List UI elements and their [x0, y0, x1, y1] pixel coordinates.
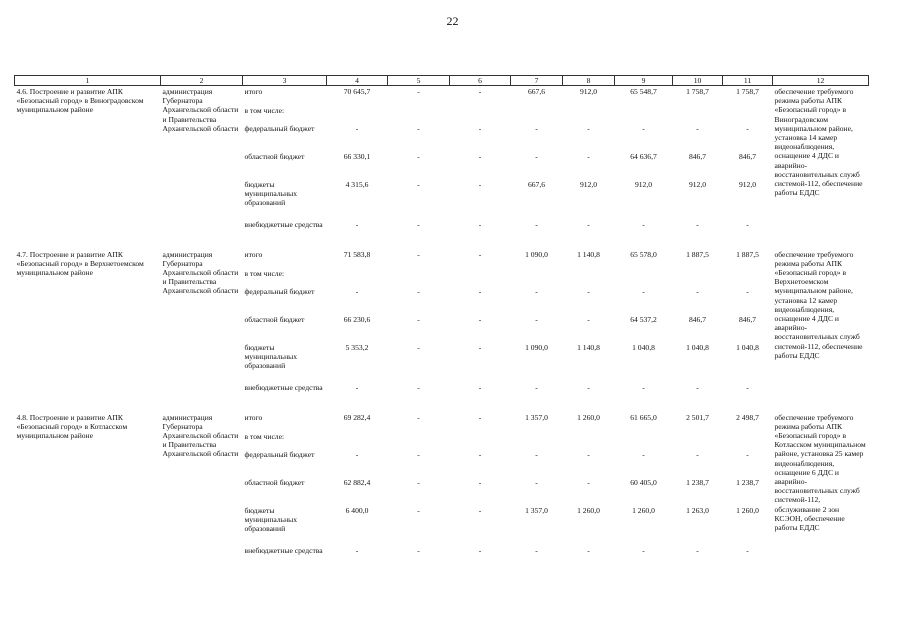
amount-cell: - [417, 477, 420, 487]
amount-cell: - [478, 505, 482, 515]
amount-cell: 1 357,0 [525, 412, 548, 422]
amount-cell [673, 268, 723, 286]
amount-cell [723, 268, 773, 286]
amount-cell: - [642, 545, 645, 555]
amount-cell: 65 548,7 [630, 87, 657, 96]
amount-cell [723, 105, 773, 123]
column-number-4: 4 [327, 76, 388, 86]
funding-source-label: федеральный бюджет [244, 123, 315, 133]
funding-source-label: областной бюджет [244, 151, 305, 161]
column-number-11: 11 [723, 76, 773, 86]
section-2-row [15, 249, 869, 268]
amount-cell: - [417, 87, 420, 96]
amount-cell: 1 140,8 [577, 249, 600, 259]
amount-cell [563, 268, 615, 286]
funding-source-label: итого [244, 249, 263, 259]
column-number-6: 6 [450, 76, 511, 86]
amount-cell: 1 357,0 [525, 505, 548, 515]
amount-cell: 846,7 [688, 151, 707, 161]
amount-cell: 912,0 [688, 179, 707, 189]
amount-cell: - [355, 449, 359, 459]
amount-cell: - [587, 219, 590, 229]
amount-cell: 846,7 [688, 314, 707, 324]
amount-cell: - [478, 87, 482, 96]
amount-cell [327, 431, 388, 449]
amount-cell: 1 090,0 [525, 249, 548, 259]
amount-cell: - [746, 286, 749, 296]
amount-cell: 4 315,6 [345, 179, 369, 189]
funding-source-label: федеральный бюджет [244, 449, 315, 459]
amount-cell: 1 758,7 [736, 87, 759, 96]
amount-cell: - [696, 382, 699, 392]
amount-cell: - [417, 342, 420, 352]
amount-cell: - [696, 449, 699, 459]
amount-cell: 70 645,7 [343, 87, 371, 96]
amount-cell [327, 105, 388, 123]
amount-cell: - [417, 151, 420, 161]
amount-cell: - [478, 314, 482, 324]
amount-cell: - [355, 382, 359, 392]
amount-cell [615, 431, 673, 449]
amount-cell: - [535, 123, 538, 133]
amount-cell: - [746, 449, 749, 459]
amount-cell: 71 583,8 [343, 249, 371, 259]
section-expected-result: обеспечение требуемого режима работы АПК «Безопасный город» в Верхнетоемском муниципальном районе, установка 12 камер видеонаблюдения, оснащение 4 ДДС и аварийно-восстановительных служб системой-112, обеспечение работы ЕДДС [774, 249, 863, 360]
amount-cell: 61 665,0 [630, 412, 657, 422]
amount-cell: - [417, 449, 420, 459]
amount-cell: 1 140,8 [577, 342, 600, 352]
amount-cell: - [587, 477, 590, 487]
amount-cell: 1 260,0 [632, 505, 655, 515]
amount-cell: - [587, 449, 590, 459]
amount-cell: - [535, 545, 538, 555]
amount-cell: 846,7 [738, 314, 757, 324]
amount-cell: - [417, 314, 420, 324]
amount-cell: - [535, 477, 538, 487]
amount-cell: - [642, 123, 645, 133]
amount-cell: 912,0 [738, 179, 757, 189]
amount-cell [511, 105, 563, 123]
amount-cell: 66 330,1 [343, 151, 371, 161]
amount-cell: - [478, 412, 482, 422]
amount-cell: - [587, 545, 590, 555]
amount-cell: 1 238,7 [736, 477, 759, 487]
amount-cell: - [696, 286, 699, 296]
amount-cell: 64 636,7 [630, 151, 657, 161]
amount-cell: 1 758,7 [686, 87, 709, 96]
column-number-12: 12 [773, 76, 869, 86]
amount-cell: 1 260,0 [577, 412, 600, 422]
amount-cell: - [587, 123, 590, 133]
amount-cell: - [642, 382, 645, 392]
amount-cell: - [417, 505, 420, 515]
funding-source-label: внебюджетные средства [244, 545, 323, 555]
amount-cell [388, 268, 450, 286]
amount-cell: - [746, 219, 749, 229]
amount-cell: - [587, 314, 590, 324]
amount-cell: 1 090,0 [525, 342, 548, 352]
funding-source-label: областной бюджет [244, 314, 305, 324]
funding-source-label: итого [244, 412, 263, 422]
amount-cell [511, 268, 563, 286]
amount-cell [450, 268, 511, 286]
column-number-5: 5 [388, 76, 450, 86]
amount-cell: - [696, 123, 699, 133]
amount-cell: - [746, 123, 749, 133]
funding-source-label: областной бюджет [244, 477, 305, 487]
amount-cell: - [642, 286, 645, 296]
amount-cell: 2 501,7 [686, 412, 709, 422]
amount-cell: 1 260,0 [577, 505, 600, 515]
amount-cell: - [355, 123, 359, 133]
amount-cell: 69 282,4 [343, 412, 371, 422]
amount-cell: 2 498,7 [736, 412, 759, 422]
amount-cell [673, 105, 723, 123]
amount-cell: - [417, 219, 420, 229]
amount-cell: 667,6 [527, 87, 546, 96]
amount-cell: 667,6 [527, 179, 546, 189]
amount-cell: - [587, 286, 590, 296]
amount-cell: - [746, 545, 749, 555]
funding-source-label: в том числе: [244, 105, 285, 115]
column-number-9: 9 [615, 76, 673, 86]
amount-cell: 1 263,0 [686, 505, 709, 515]
amount-cell: - [587, 382, 590, 392]
amount-cell: 64 537,2 [630, 314, 657, 324]
funding-source-label: внебюджетные средства [244, 219, 323, 229]
column-number-7: 7 [511, 76, 563, 86]
amount-cell: - [355, 545, 359, 555]
amount-cell [723, 431, 773, 449]
amount-cell: 1 040,8 [736, 342, 759, 352]
program-table [14, 75, 869, 575]
amount-cell: - [417, 382, 420, 392]
column-number-row [15, 76, 869, 86]
amount-cell: - [535, 219, 538, 229]
funding-source-label: итого [244, 87, 263, 96]
page-number: 22 [446, 14, 459, 28]
amount-cell: 912,0 [634, 179, 653, 189]
table-body [15, 86, 869, 575]
amount-cell: - [642, 449, 645, 459]
funding-source-label: в том числе: [244, 268, 285, 278]
section-3-row [15, 412, 869, 431]
amount-cell: 60 405,0 [630, 477, 657, 487]
amount-cell: - [417, 123, 420, 133]
amount-cell: - [535, 314, 538, 324]
amount-cell: 6 400,0 [345, 505, 369, 515]
amount-cell: - [478, 342, 482, 352]
amount-cell: - [417, 249, 420, 259]
funding-source-label: бюджеты муниципальных образований [244, 342, 298, 370]
amount-cell: - [478, 249, 482, 259]
amount-cell: 912,0 [579, 87, 598, 96]
section-executor: администрация Губернатора Архангельской области и Правительства Архангельской области [162, 87, 239, 133]
amount-cell: - [642, 219, 645, 229]
column-number-1: 1 [15, 76, 161, 86]
amount-cell [615, 268, 673, 286]
amount-cell: - [417, 179, 420, 189]
column-number-10: 10 [673, 76, 723, 86]
section-executor: администрация Губернатора Архангельской области и Правительства Архангельской области [162, 249, 239, 296]
amount-cell: 5 353,2 [345, 342, 369, 352]
amount-cell [450, 105, 511, 123]
amount-cell: - [417, 412, 420, 422]
amount-cell: - [478, 449, 482, 459]
amount-cell: - [535, 286, 538, 296]
section-expected-result: обеспечение требуемого режима работы АПК «Безопасный город» в Котласском муниципальном районе, установка 25 камер видеонаблюдения, оснащение 6 ДДС и аварийно-восстановительных служб системой-112, обслуживание 2 зон КСЭОН, обеспечение работы ЕДДС [774, 412, 866, 532]
amount-cell: - [355, 286, 359, 296]
amount-cell: 1 040,8 [632, 342, 655, 352]
section-title: 4.6. Построение и развитие АПК «Безопасный город» в Виноградовском муниципальном районе [16, 87, 144, 115]
amount-cell: 62 882,4 [343, 477, 371, 487]
section-executor: администрация Губернатора Архангельской области и Правительства Архангельской области [162, 412, 239, 459]
funding-source-label: бюджеты муниципальных образований [244, 505, 298, 533]
amount-cell: 1 887,5 [686, 249, 709, 259]
amount-cell [388, 431, 450, 449]
funding-source-label: внебюджетные средства [244, 382, 323, 392]
amount-cell: - [478, 219, 482, 229]
amount-cell: 1 260,0 [736, 505, 759, 515]
funding-source-label: в том числе: [244, 431, 285, 441]
amount-cell: - [587, 151, 590, 161]
amount-cell: - [478, 382, 482, 392]
amount-cell [511, 431, 563, 449]
amount-cell: 66 230,6 [343, 314, 371, 324]
amount-cell: 846,7 [738, 151, 757, 161]
amount-cell: 1 238,7 [686, 477, 709, 487]
amount-cell: - [696, 219, 699, 229]
section-title: 4.7. Построение и развитие АПК «Безопасный город» в Верхнетоемском муниципальном районе [16, 249, 144, 277]
amount-cell [450, 431, 511, 449]
amount-cell: - [417, 545, 420, 555]
amount-cell [388, 105, 450, 123]
funding-source-label: бюджеты муниципальных образований [244, 179, 298, 207]
amount-cell: 65 578,0 [630, 249, 657, 259]
amount-cell: - [535, 151, 538, 161]
column-number-3: 3 [243, 76, 327, 86]
amount-cell [673, 431, 723, 449]
amount-cell [615, 105, 673, 123]
section-expected-result: обеспечение требуемого режима работы АПК «Безопасный город» в Виноградовском муниципальном районе, установка 14 камер видеонаблюдения, оснащение 4 ДДС и аварийно-восстановительных служб системой-112, обеспечение работы ЕДДС [774, 87, 863, 198]
column-number-8: 8 [563, 76, 615, 86]
amount-cell [327, 268, 388, 286]
section-1-row [15, 86, 869, 105]
amount-cell: - [478, 151, 482, 161]
amount-cell: 912,0 [579, 179, 598, 189]
amount-cell: - [535, 382, 538, 392]
amount-cell: - [417, 286, 420, 296]
amount-cell: - [696, 545, 699, 555]
amount-cell: 1 040,8 [686, 342, 709, 352]
amount-cell: - [478, 179, 482, 189]
amount-cell: - [478, 123, 482, 133]
funding-source-label: федеральный бюджет [244, 286, 315, 296]
amount-cell: - [746, 382, 749, 392]
amount-cell: - [478, 545, 482, 555]
amount-cell: - [355, 219, 359, 229]
amount-cell: - [478, 286, 482, 296]
amount-cell: - [478, 477, 482, 487]
amount-cell [563, 431, 615, 449]
amount-cell: 1 887,5 [736, 249, 759, 259]
column-number-2: 2 [161, 76, 243, 86]
amount-cell: - [535, 449, 538, 459]
amount-cell [563, 105, 615, 123]
section-title: 4.8. Построение и развитие АПК «Безопасный город» в Котласском муниципальном районе [16, 412, 128, 440]
